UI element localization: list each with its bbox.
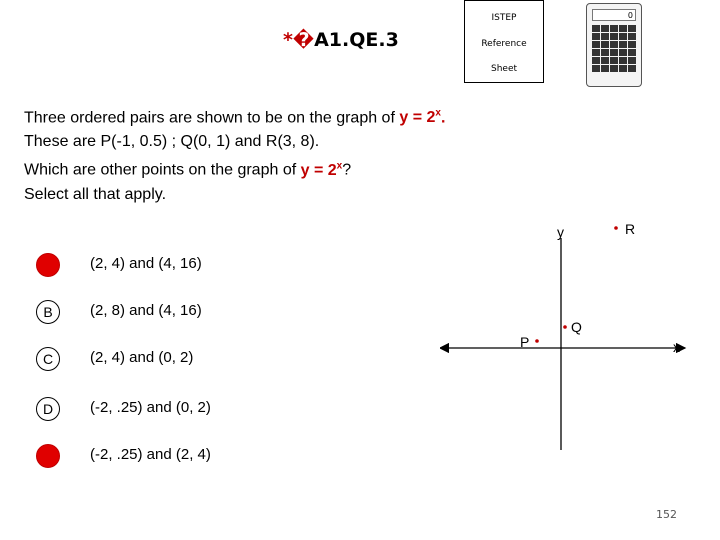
question-prompt	[24, 102, 445, 207]
reference-line-3: Sheet	[490, 64, 518, 74]
calculator-keys	[592, 25, 636, 72]
choice-c-bubble[interactable]: C	[36, 347, 60, 371]
choice-d-bubble[interactable]: D	[36, 397, 60, 421]
slide-title	[283, 29, 399, 51]
choice-a-text: (2, 4) and (4, 16)	[90, 255, 202, 272]
title-mark: *�	[283, 29, 315, 51]
reference-line-1: ISTEP	[491, 13, 517, 23]
reference-sheet-button[interactable]	[464, 0, 544, 83]
point-p-label: P	[520, 334, 530, 350]
prompt-text: Which are other points on the graph of	[24, 161, 301, 179]
reference-line-2: Reference	[481, 39, 527, 49]
punctuation: .	[440, 109, 446, 127]
choice-b-text: (2, 8) and (4, 16)	[90, 302, 202, 319]
choice-e-text: (-2, .25) and (2, 4)	[90, 446, 211, 463]
title-code: A1.QE.3	[314, 29, 399, 51]
coordinate-sketch	[440, 210, 700, 470]
prompt-line-1	[24, 102, 445, 130]
prompt-line-4: Select all that apply.	[24, 185, 167, 203]
calculator-icon[interactable]	[586, 3, 642, 87]
equation: $y = 2^x$	[300, 160, 343, 179]
y-axis-label: y	[557, 224, 564, 240]
prompt-line-3	[24, 154, 445, 182]
choice-e-bubble[interactable]	[36, 444, 60, 468]
choice-b-bubble[interactable]: B	[36, 300, 60, 324]
choice-c-text: (2, 4) and (0, 2)	[90, 349, 194, 366]
point-q	[563, 325, 567, 329]
prompt-line-2: These are P(-1, 0.5) ; Q(0, 1) and R(3, 8).	[24, 133, 320, 151]
point-p	[535, 339, 539, 343]
point-q-label: Q	[571, 319, 582, 335]
point-r-label: R	[625, 221, 636, 237]
calculator-display: 0	[592, 9, 636, 21]
prompt-text: Three ordered pairs are shown to be on the graph of	[24, 109, 400, 127]
choice-a-bubble[interactable]	[36, 253, 60, 277]
x-axis-label: x	[673, 339, 680, 355]
choice-d-text: (-2, .25) and (0, 2)	[90, 399, 211, 416]
point-r	[614, 226, 618, 230]
page-number: 152	[656, 508, 677, 521]
punctuation: ?	[342, 161, 352, 179]
equation: $y = 2^x$	[399, 108, 441, 127]
